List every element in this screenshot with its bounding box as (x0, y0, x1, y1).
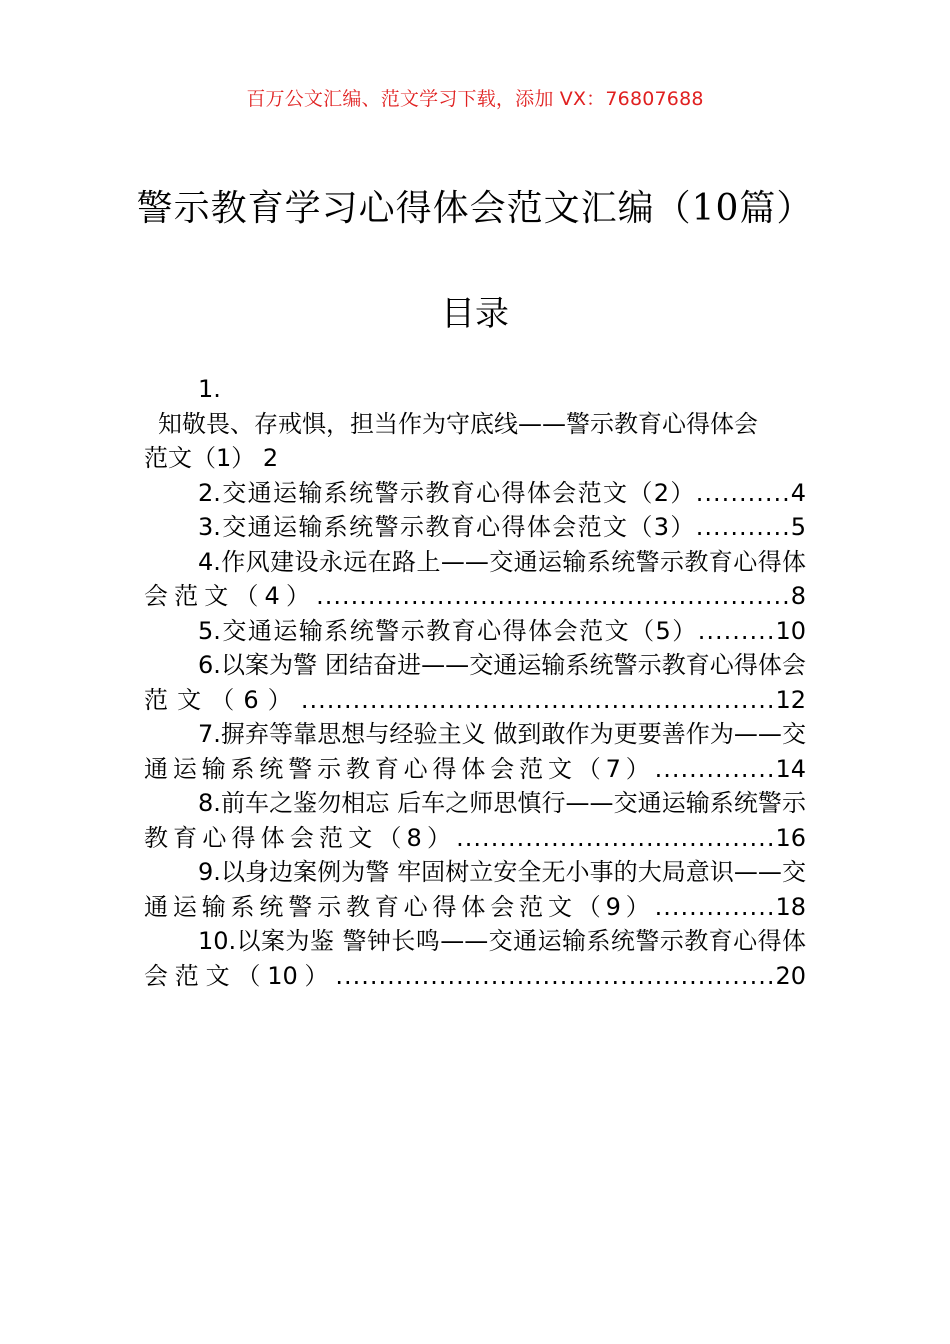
toc-page-number: 14 (775, 754, 806, 783)
toc-item[interactable] (144, 786, 806, 855)
toc-item[interactable] (144, 545, 806, 614)
toc-page-number: 12 (775, 685, 806, 714)
toc-item-1-tail[interactable]: 范文（1） 2 (144, 444, 279, 472)
toc-page-number: 4 (790, 478, 806, 507)
toc-page-number: 8 (790, 582, 806, 610)
toc-item[interactable] (144, 476, 806, 511)
toc-heading: 目录 (441, 294, 509, 334)
toc-item[interactable] (144, 855, 806, 924)
toc-leader-dots: ....................................................... (300, 685, 776, 714)
toc-page-number: 10 (775, 616, 806, 645)
toc-item-title: 10.以案为鉴 警钟长鸣——交通运输系统警示教育心得体会范文（10） (144, 927, 806, 990)
toc-item[interactable] (144, 924, 806, 993)
toc-item[interactable] (144, 510, 806, 545)
toc-leader-dots: .............. (654, 754, 776, 783)
toc-item-title: 6.以案为警 团结奋进——交通运输系统警示教育心得体会范文（6） (144, 651, 806, 714)
toc-item[interactable] (144, 648, 806, 717)
toc-item[interactable] (144, 614, 806, 649)
toc-leader-dots: ........... (695, 478, 791, 507)
document-title: 警示教育学习心得体会范文汇编（10篇） (136, 188, 814, 229)
toc-page-number: 5 (790, 513, 806, 541)
toc-item-1-title[interactable]: 知敬畏、存戒惧，担当作为守底线——警示教育心得体会 (158, 409, 758, 438)
toc-leader-dots: .............. (654, 892, 776, 921)
toc-page-number: 20 (775, 961, 806, 990)
toc-item-title: 4.作风建设永远在路上——交通运输系统警示教育心得体会范文（4） (144, 547, 806, 610)
toc-leader-dots: ........... (695, 513, 791, 541)
toc-page-number: 18 (775, 892, 806, 921)
toc-leader-dots: ....................................................... (316, 582, 791, 610)
toc-page-number: 16 (775, 823, 806, 852)
toc-leader-dots: ..................................... (456, 823, 776, 852)
table-of-contents (144, 372, 806, 993)
toc-item-title: 2.交通运输系统警示教育心得体会范文（2） (198, 478, 696, 507)
toc-item-title: 3.交通运输系统警示教育心得体会范文（3） (198, 513, 696, 541)
toc-item-title: 7.摒弃等靠思想与经验主义 做到敢作为更要善作为——交通运输系统警示教育心得体会范文（7） (144, 720, 806, 783)
header-note: 百万公文汇编、范文学习下载，添加 VX：76807688 (246, 88, 704, 110)
toc-leader-dots: ................................................... (335, 961, 776, 990)
toc-item-title: 5.交通运输系统警示教育心得体会范文（5） (198, 616, 698, 645)
toc-item-title: 9.以身边案例为警 牢固树立安全无小事的大局意识——交通运输系统警示教育心得体会范文（9） (144, 858, 806, 921)
toc-item[interactable] (144, 717, 806, 786)
toc-item-title: 8.前车之鉴勿相忘 后车之师思慎行——交通运输系统警示教育心得体会范文（8） (144, 789, 806, 852)
toc-item-1-number[interactable]: 1. (198, 375, 221, 403)
toc-leader-dots: ......... (697, 616, 776, 645)
